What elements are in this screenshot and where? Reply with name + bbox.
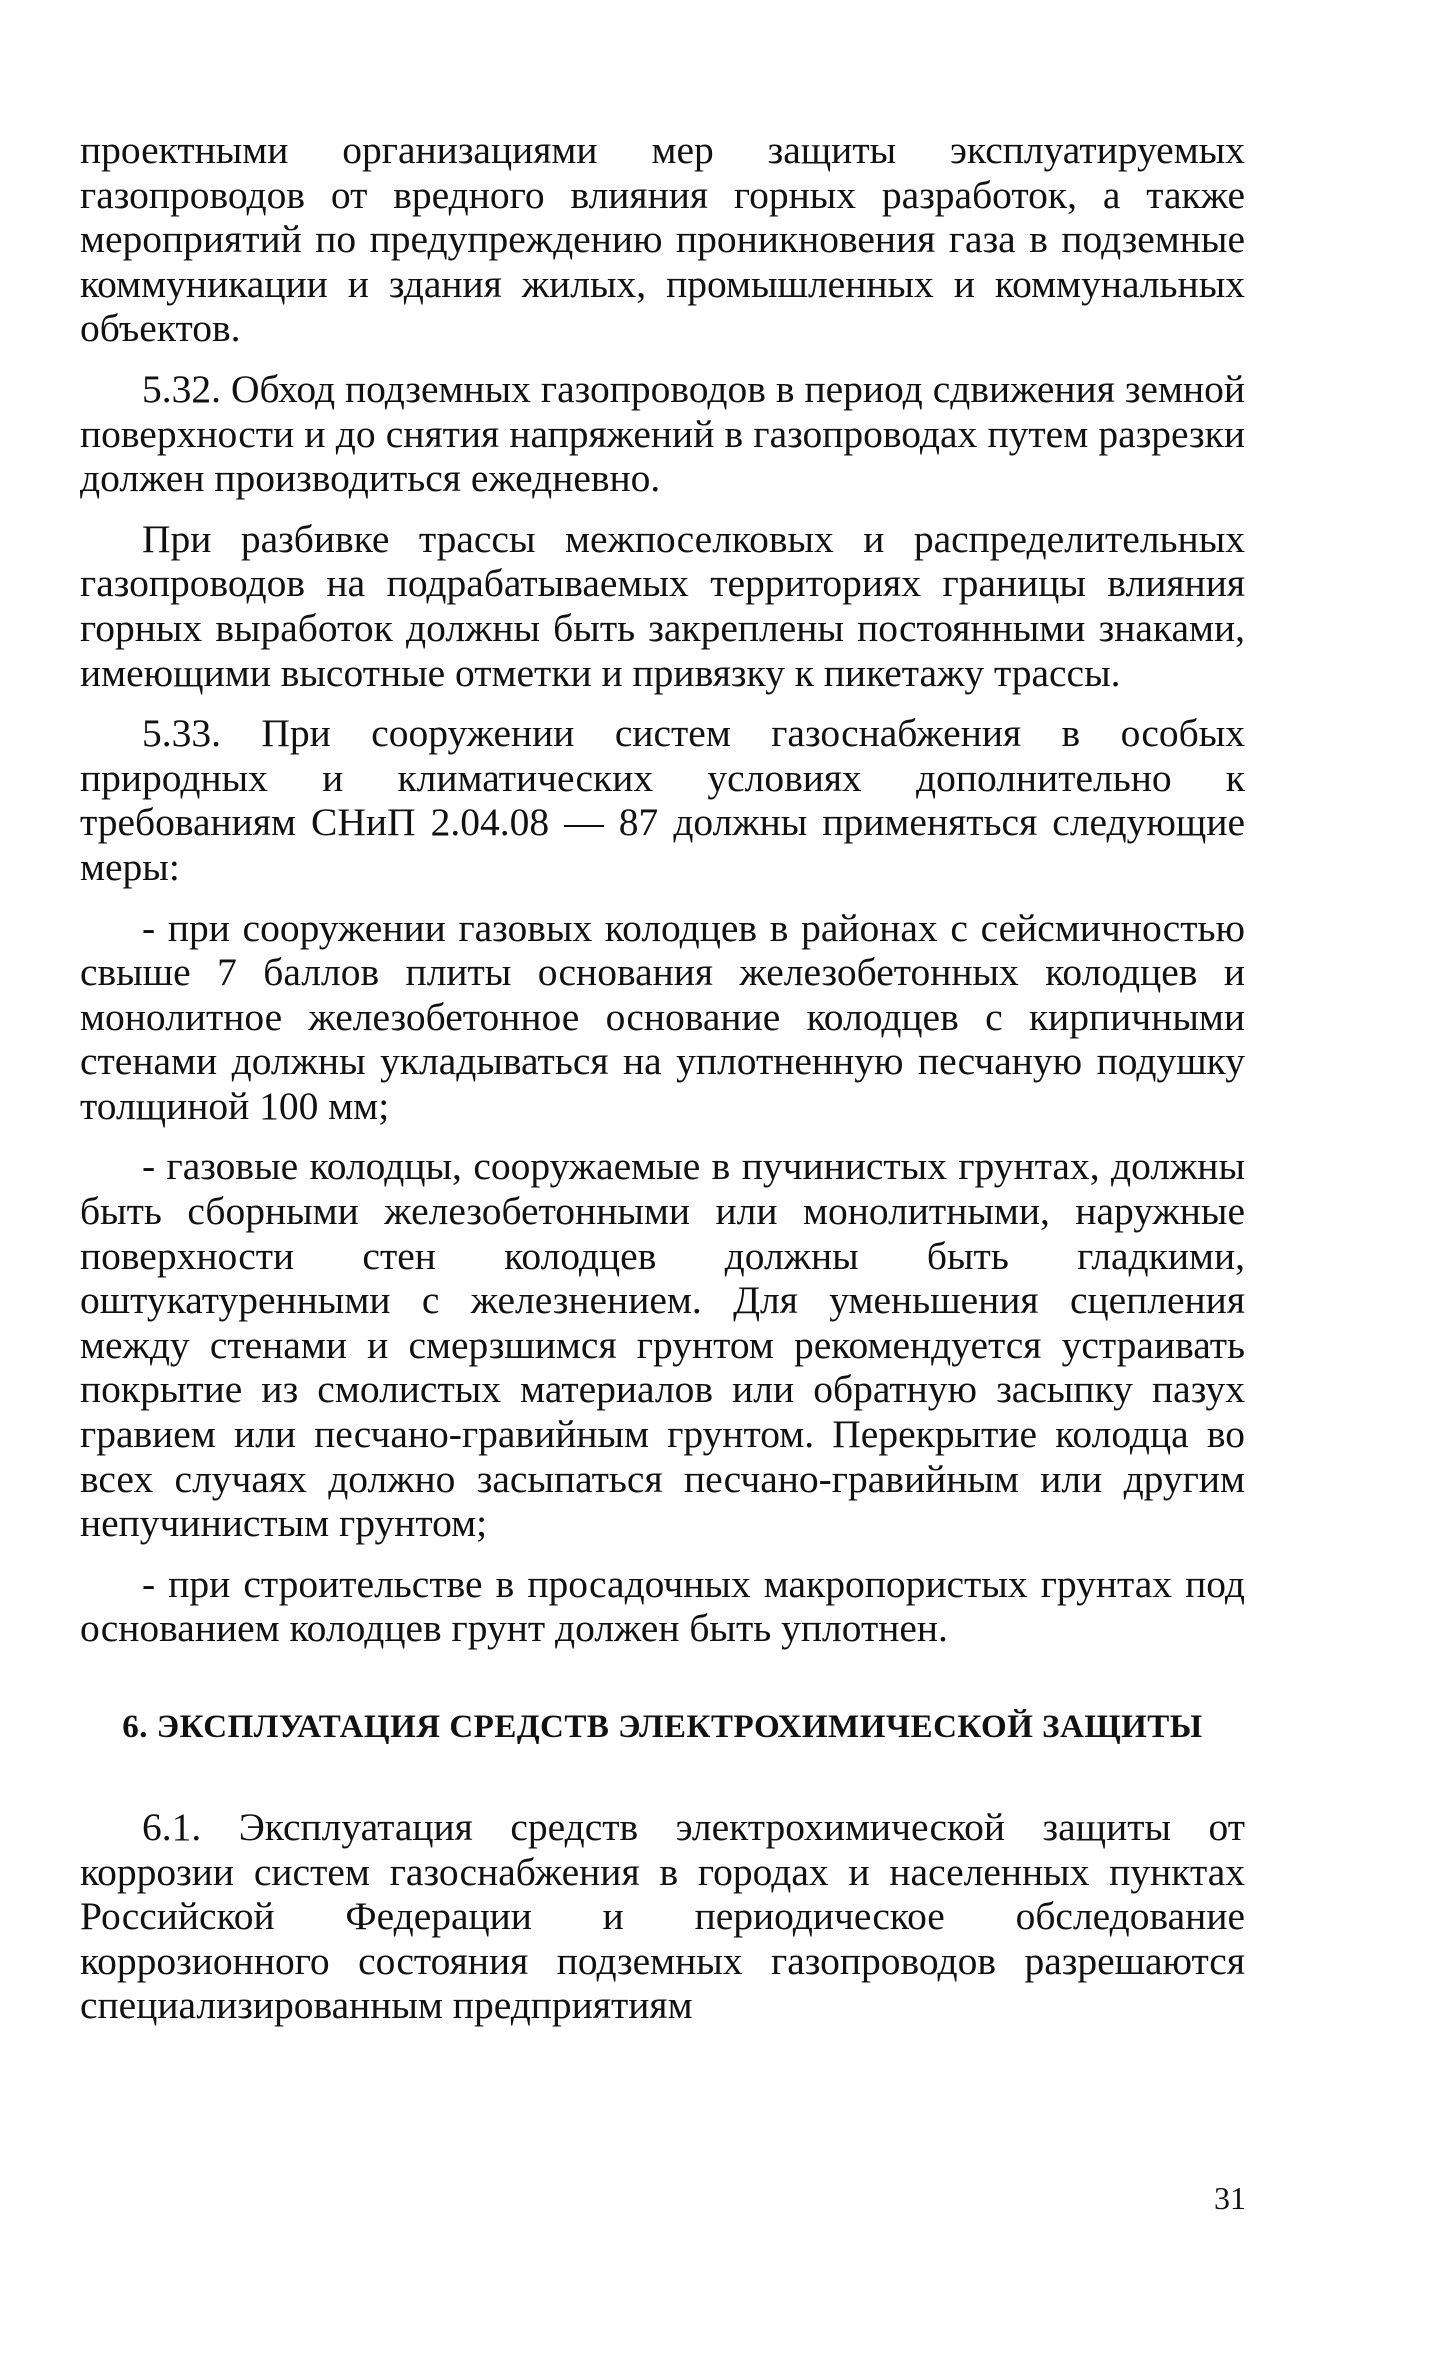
paragraph-5-33: 5.33. При сооружении систем газоснабжения в особых природных и климатических условиях дополнительно к требованиям СНиП 2.04.08 — 87 должны применяться следующие меры: (80, 711, 1245, 889)
page-number: 31 (1214, 2180, 1246, 2216)
section-heading: 6. ЭКСПЛУАТАЦИЯ СРЕДСТВ ЭЛЕКТРОХИМИЧЕСКОЙ ЗАЩИТЫ (122, 1709, 1203, 1745)
body-text (80, 128, 1245, 2044)
list-item-subsiding-soils: - при строительстве в просадочных макропористых грунтах под основанием колодцев грунт должен быть уплотнен. (80, 1561, 1245, 1651)
paragraph-5-32: 5.32. Обход подземных газопроводов в период сдвижения земной поверхности и до снятия напряжений в газопроводах путем разрезки должен производиться ежедневно. (80, 366, 1245, 501)
list-item-heaving-soils: - газовые колодцы, сооружаемые в пучинистых грунтах, должны быть сборными железобетонными или монолитными, наружные поверхности стен колодцев должны быть гладкими, оштукатуренными с железнением. Для уменьшения сцепления между стенами и смерзшимся грунтом рекомендуется устраивать покрытие из смолистых материалов или обратную засыпку пазух гравием или песчано-гравийным грунтом. Перекрытие колодца во всех случаях должно засыпаться песчано-гравийным или другим непучинистым грунтом; (80, 1144, 1245, 1546)
paragraph-route-marking: При разбивке трассы межпоселковых и распределительных газопроводов на подрабатываемых территориях границы влияния горных выработок должны быть закреплены постоянными знаками, имеющими высотные отметки и привязку к пикетажу трассы. (80, 516, 1245, 695)
paragraph-continued: проектными организациями мер защиты эксплуатируемых газопроводов от вредного влияния горных разработок, а также мероприятий по предупреждению проникновения газа в подземные коммуникации и здания жилых, промышленных и коммунальных объектов. (80, 128, 1245, 351)
paragraph-6-1: 6.1. Эксплуатация средств электрохимической защиты от коррозии систем газоснабжения в городах и населенных пунктах Российской Федерации и периодическое обследование коррозионного состояния подземных газопроводов разрешаются специализированным предприятиям (80, 1805, 1245, 2028)
list-item-seismic: - при сооружении газовых колодцев в районах с сейсмичностью свыше 7 баллов плиты основания железобетонных колодцев и монолитное железобетонное основание колодцев с кирпичными стенами должны укладываться на уплотненную песчаную подушку толщиной 100 мм; (80, 905, 1245, 1128)
